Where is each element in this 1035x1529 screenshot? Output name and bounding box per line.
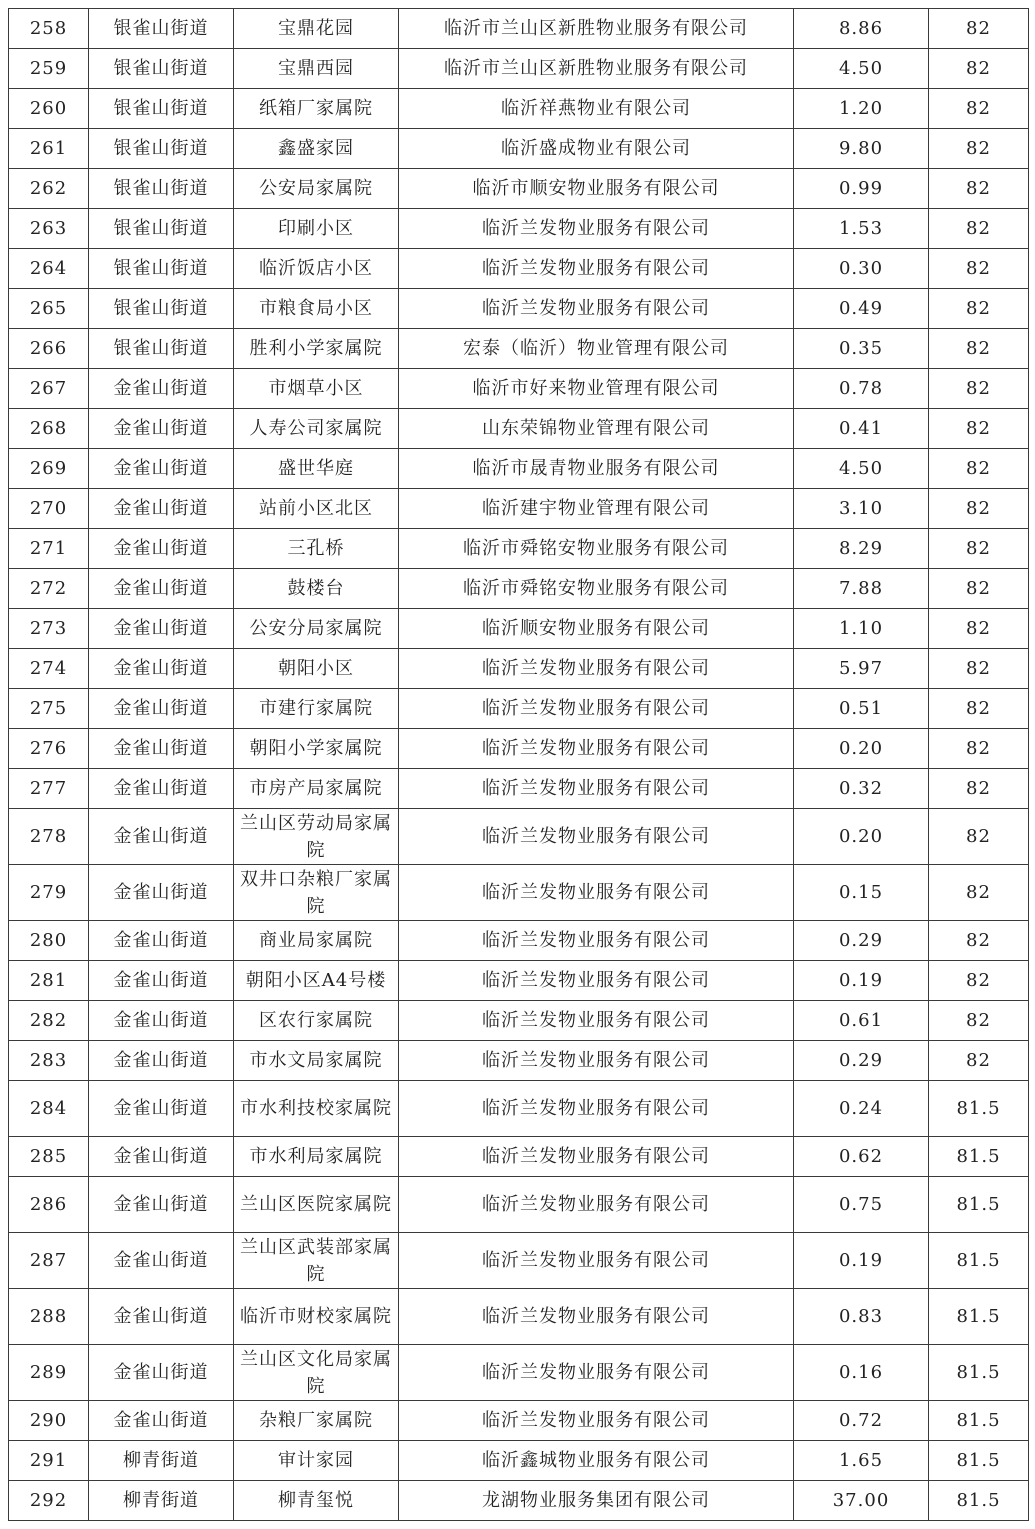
cell-community: 兰山区医院家属院	[234, 1177, 399, 1233]
cell-serial-number: 265	[9, 289, 89, 329]
table-row	[9, 865, 1029, 921]
cell-street: 金雀山街道	[89, 1001, 234, 1041]
cell-property-company: 临沂兰发物业服务有限公司	[399, 1177, 794, 1233]
table-row	[9, 649, 1029, 689]
cell-score: 82	[929, 729, 1029, 769]
cell-serial-number: 258	[9, 9, 89, 49]
cell-street: 金雀山街道	[89, 1081, 234, 1137]
cell-community: 三孔桥	[234, 529, 399, 569]
cell-area: 0.78	[794, 369, 929, 409]
cell-score: 82	[929, 209, 1029, 249]
cell-community: 市烟草小区	[234, 369, 399, 409]
cell-score: 82	[929, 489, 1029, 529]
cell-community: 兰山区劳动局家属院	[234, 809, 399, 865]
cell-score: 81.5	[929, 1177, 1029, 1233]
cell-score: 82	[929, 369, 1029, 409]
cell-street: 银雀山街道	[89, 289, 234, 329]
cell-score: 81.5	[929, 1081, 1029, 1137]
cell-serial-number: 283	[9, 1041, 89, 1081]
cell-score: 82	[929, 865, 1029, 921]
cell-area: 0.99	[794, 169, 929, 209]
cell-street: 银雀山街道	[89, 329, 234, 369]
cell-serial-number: 278	[9, 809, 89, 865]
cell-score: 82	[929, 329, 1029, 369]
cell-property-company: 临沂兰发物业服务有限公司	[399, 1401, 794, 1441]
cell-street: 银雀山街道	[89, 49, 234, 89]
cell-community: 审计家园	[234, 1441, 399, 1481]
cell-property-company: 临沂市晟青物业服务有限公司	[399, 449, 794, 489]
table-row	[9, 489, 1029, 529]
cell-street: 金雀山街道	[89, 409, 234, 449]
cell-area: 0.30	[794, 249, 929, 289]
cell-property-company: 临沂兰发物业服务有限公司	[399, 865, 794, 921]
cell-score: 82	[929, 1041, 1029, 1081]
table-row	[9, 449, 1029, 489]
cell-street: 银雀山街道	[89, 209, 234, 249]
cell-property-company: 临沂市顺安物业服务有限公司	[399, 169, 794, 209]
cell-community: 杂粮厂家属院	[234, 1401, 399, 1441]
cell-property-company: 龙湖物业服务集团有限公司	[399, 1481, 794, 1521]
table-row	[9, 369, 1029, 409]
cell-area: 0.49	[794, 289, 929, 329]
cell-score: 81.5	[929, 1441, 1029, 1481]
table-row	[9, 529, 1029, 569]
cell-area: 0.29	[794, 1041, 929, 1081]
cell-serial-number: 281	[9, 961, 89, 1001]
cell-community: 朝阳小区A4号楼	[234, 961, 399, 1001]
cell-street: 金雀山街道	[89, 529, 234, 569]
cell-community: 市房产局家属院	[234, 769, 399, 809]
table-row	[9, 1289, 1029, 1345]
cell-serial-number: 284	[9, 1081, 89, 1137]
table-row	[9, 129, 1029, 169]
cell-area: 8.29	[794, 529, 929, 569]
cell-score: 81.5	[929, 1345, 1029, 1401]
cell-community: 印刷小区	[234, 209, 399, 249]
cell-street: 金雀山街道	[89, 1345, 234, 1401]
cell-area: 1.20	[794, 89, 929, 129]
cell-property-company: 临沂建宇物业管理有限公司	[399, 489, 794, 529]
cell-property-company: 临沂市舜铭安物业服务有限公司	[399, 569, 794, 609]
cell-area: 8.86	[794, 9, 929, 49]
cell-area: 0.61	[794, 1001, 929, 1041]
table-row	[9, 1345, 1029, 1401]
cell-area: 4.50	[794, 49, 929, 89]
property-table	[8, 8, 1029, 1521]
cell-property-company: 临沂兰发物业服务有限公司	[399, 1345, 794, 1401]
cell-street: 金雀山街道	[89, 729, 234, 769]
table-row	[9, 409, 1029, 449]
cell-serial-number: 263	[9, 209, 89, 249]
cell-score: 81.5	[929, 1289, 1029, 1345]
cell-score: 82	[929, 769, 1029, 809]
cell-street: 金雀山街道	[89, 921, 234, 961]
cell-serial-number: 289	[9, 1345, 89, 1401]
table-row	[9, 169, 1029, 209]
cell-community: 鼓楼台	[234, 569, 399, 609]
cell-property-company: 临沂兰发物业服务有限公司	[399, 1233, 794, 1289]
cell-community: 兰山区武装部家属院	[234, 1233, 399, 1289]
cell-serial-number: 285	[9, 1137, 89, 1177]
cell-street: 金雀山街道	[89, 649, 234, 689]
cell-community: 市水利局家属院	[234, 1137, 399, 1177]
cell-serial-number: 259	[9, 49, 89, 89]
cell-serial-number: 266	[9, 329, 89, 369]
table-row	[9, 9, 1029, 49]
cell-street: 金雀山街道	[89, 369, 234, 409]
cell-community: 朝阳小区	[234, 649, 399, 689]
cell-community: 市水利技校家属院	[234, 1081, 399, 1137]
cell-community: 柳青玺悦	[234, 1481, 399, 1521]
cell-property-company: 临沂兰发物业服务有限公司	[399, 649, 794, 689]
cell-street: 金雀山街道	[89, 809, 234, 865]
cell-property-company: 临沂兰发物业服务有限公司	[399, 209, 794, 249]
cell-area: 0.62	[794, 1137, 929, 1177]
cell-area: 0.51	[794, 689, 929, 729]
cell-street: 金雀山街道	[89, 1137, 234, 1177]
table-row	[9, 209, 1029, 249]
cell-property-company: 临沂兰发物业服务有限公司	[399, 1001, 794, 1041]
cell-serial-number: 269	[9, 449, 89, 489]
cell-community: 临沂市财校家属院	[234, 1289, 399, 1345]
table-row	[9, 961, 1029, 1001]
cell-area: 0.41	[794, 409, 929, 449]
cell-community: 人寿公司家属院	[234, 409, 399, 449]
table-row	[9, 49, 1029, 89]
table-row	[9, 1481, 1029, 1521]
cell-score: 82	[929, 609, 1029, 649]
cell-serial-number: 267	[9, 369, 89, 409]
cell-area: 0.19	[794, 1233, 929, 1289]
cell-property-company: 临沂兰发物业服务有限公司	[399, 729, 794, 769]
cell-property-company: 临沂兰发物业服务有限公司	[399, 1137, 794, 1177]
table-row	[9, 689, 1029, 729]
cell-community: 站前小区北区	[234, 489, 399, 529]
cell-area: 1.65	[794, 1441, 929, 1481]
cell-street: 金雀山街道	[89, 1041, 234, 1081]
cell-street: 金雀山街道	[89, 1233, 234, 1289]
cell-area: 0.15	[794, 865, 929, 921]
cell-serial-number: 288	[9, 1289, 89, 1345]
cell-street: 金雀山街道	[89, 1289, 234, 1345]
cell-property-company: 山东荣锦物业管理有限公司	[399, 409, 794, 449]
cell-community: 市粮食局小区	[234, 289, 399, 329]
table-row	[9, 769, 1029, 809]
cell-street: 银雀山街道	[89, 129, 234, 169]
cell-street: 金雀山街道	[89, 961, 234, 1001]
cell-serial-number: 262	[9, 169, 89, 209]
cell-score: 82	[929, 809, 1029, 865]
cell-community: 公安分局家属院	[234, 609, 399, 649]
cell-property-company: 临沂兰发物业服务有限公司	[399, 921, 794, 961]
table-row	[9, 569, 1029, 609]
cell-area: 7.88	[794, 569, 929, 609]
cell-property-company: 临沂鑫城物业服务有限公司	[399, 1441, 794, 1481]
cell-community: 宝鼎花园	[234, 9, 399, 49]
cell-property-company: 临沂兰发物业服务有限公司	[399, 289, 794, 329]
cell-serial-number: 280	[9, 921, 89, 961]
cell-area: 0.83	[794, 1289, 929, 1345]
cell-area: 0.29	[794, 921, 929, 961]
cell-score: 82	[929, 961, 1029, 1001]
cell-serial-number: 270	[9, 489, 89, 529]
cell-community: 市建行家属院	[234, 689, 399, 729]
cell-street: 金雀山街道	[89, 569, 234, 609]
cell-area: 1.10	[794, 609, 929, 649]
cell-score: 81.5	[929, 1401, 1029, 1441]
cell-property-company: 临沂盛成物业有限公司	[399, 129, 794, 169]
cell-serial-number: 274	[9, 649, 89, 689]
cell-score: 82	[929, 1001, 1029, 1041]
cell-street: 银雀山街道	[89, 9, 234, 49]
cell-property-company: 临沂兰发物业服务有限公司	[399, 1289, 794, 1345]
cell-score: 82	[929, 689, 1029, 729]
cell-score: 81.5	[929, 1137, 1029, 1177]
cell-score: 82	[929, 449, 1029, 489]
cell-community: 鑫盛家园	[234, 129, 399, 169]
table-row	[9, 329, 1029, 369]
table-row	[9, 249, 1029, 289]
cell-street: 金雀山街道	[89, 1401, 234, 1441]
table-row	[9, 1041, 1029, 1081]
cell-street: 金雀山街道	[89, 865, 234, 921]
cell-score: 82	[929, 921, 1029, 961]
cell-serial-number: 279	[9, 865, 89, 921]
cell-property-company: 临沂兰发物业服务有限公司	[399, 809, 794, 865]
cell-property-company: 临沂市舜铭安物业服务有限公司	[399, 529, 794, 569]
table-row	[9, 89, 1029, 129]
cell-serial-number: 277	[9, 769, 89, 809]
cell-area: 0.32	[794, 769, 929, 809]
cell-property-company: 临沂兰发物业服务有限公司	[399, 1081, 794, 1137]
cell-community: 市水文局家属院	[234, 1041, 399, 1081]
cell-score: 82	[929, 9, 1029, 49]
cell-serial-number: 260	[9, 89, 89, 129]
cell-score: 82	[929, 49, 1029, 89]
table-row	[9, 921, 1029, 961]
cell-community: 公安局家属院	[234, 169, 399, 209]
cell-street: 金雀山街道	[89, 1177, 234, 1233]
cell-area: 0.20	[794, 729, 929, 769]
cell-street: 金雀山街道	[89, 609, 234, 649]
cell-score: 82	[929, 289, 1029, 329]
cell-area: 9.80	[794, 129, 929, 169]
table-row	[9, 809, 1029, 865]
cell-street: 金雀山街道	[89, 769, 234, 809]
cell-serial-number: 291	[9, 1441, 89, 1481]
cell-serial-number: 275	[9, 689, 89, 729]
cell-score: 82	[929, 169, 1029, 209]
cell-area: 0.20	[794, 809, 929, 865]
cell-area: 3.10	[794, 489, 929, 529]
cell-street: 银雀山街道	[89, 169, 234, 209]
cell-property-company: 临沂兰发物业服务有限公司	[399, 769, 794, 809]
cell-street: 柳青街道	[89, 1481, 234, 1521]
cell-property-company: 临沂市兰山区新胜物业服务有限公司	[399, 9, 794, 49]
table-row	[9, 1081, 1029, 1137]
cell-community: 双井口杂粮厂家属院	[234, 865, 399, 921]
cell-property-company: 临沂兰发物业服务有限公司	[399, 961, 794, 1001]
cell-community: 临沂饭店小区	[234, 249, 399, 289]
cell-property-company: 宏泰（临沂）物业管理有限公司	[399, 329, 794, 369]
cell-score: 82	[929, 249, 1029, 289]
cell-street: 银雀山街道	[89, 249, 234, 289]
cell-property-company: 临沂祥燕物业有限公司	[399, 89, 794, 129]
cell-serial-number: 287	[9, 1233, 89, 1289]
cell-street: 柳青街道	[89, 1441, 234, 1481]
cell-score: 82	[929, 529, 1029, 569]
table-row	[9, 1001, 1029, 1041]
cell-score: 82	[929, 649, 1029, 689]
cell-property-company: 临沂兰发物业服务有限公司	[399, 249, 794, 289]
cell-community: 朝阳小学家属院	[234, 729, 399, 769]
cell-community: 商业局家属院	[234, 921, 399, 961]
cell-community: 宝鼎西园	[234, 49, 399, 89]
cell-area: 0.75	[794, 1177, 929, 1233]
cell-serial-number: 268	[9, 409, 89, 449]
cell-property-company: 临沂市兰山区新胜物业服务有限公司	[399, 49, 794, 89]
cell-serial-number: 272	[9, 569, 89, 609]
cell-community: 盛世华庭	[234, 449, 399, 489]
cell-score: 81.5	[929, 1233, 1029, 1289]
cell-community: 区农行家属院	[234, 1001, 399, 1041]
cell-score: 82	[929, 569, 1029, 609]
cell-score: 82	[929, 129, 1029, 169]
cell-area: 0.24	[794, 1081, 929, 1137]
table-row	[9, 729, 1029, 769]
cell-area: 0.19	[794, 961, 929, 1001]
cell-street: 金雀山街道	[89, 449, 234, 489]
cell-serial-number: 286	[9, 1177, 89, 1233]
cell-property-company: 临沂兰发物业服务有限公司	[399, 1041, 794, 1081]
table-row	[9, 1177, 1029, 1233]
cell-area: 0.16	[794, 1345, 929, 1401]
cell-area: 1.53	[794, 209, 929, 249]
cell-score: 81.5	[929, 1481, 1029, 1521]
cell-area: 4.50	[794, 449, 929, 489]
cell-score: 82	[929, 89, 1029, 129]
cell-area: 5.97	[794, 649, 929, 689]
table-row	[9, 609, 1029, 649]
cell-serial-number: 261	[9, 129, 89, 169]
cell-community: 兰山区文化局家属院	[234, 1345, 399, 1401]
cell-serial-number: 292	[9, 1481, 89, 1521]
cell-area: 0.72	[794, 1401, 929, 1441]
cell-serial-number: 290	[9, 1401, 89, 1441]
cell-street: 金雀山街道	[89, 489, 234, 529]
table-row	[9, 1137, 1029, 1177]
cell-property-company: 临沂市好来物业管理有限公司	[399, 369, 794, 409]
cell-serial-number: 264	[9, 249, 89, 289]
cell-area: 37.00	[794, 1481, 929, 1521]
cell-serial-number: 271	[9, 529, 89, 569]
cell-serial-number: 276	[9, 729, 89, 769]
cell-serial-number: 282	[9, 1001, 89, 1041]
cell-property-company: 临沂兰发物业服务有限公司	[399, 689, 794, 729]
cell-property-company: 临沂顺安物业服务有限公司	[399, 609, 794, 649]
table-row	[9, 1233, 1029, 1289]
cell-community: 胜利小学家属院	[234, 329, 399, 369]
cell-area: 0.35	[794, 329, 929, 369]
cell-street: 银雀山街道	[89, 89, 234, 129]
table-row	[9, 1441, 1029, 1481]
table-row	[9, 289, 1029, 329]
table-row	[9, 1401, 1029, 1441]
table-body	[9, 9, 1029, 1521]
cell-street: 金雀山街道	[89, 689, 234, 729]
cell-serial-number: 273	[9, 609, 89, 649]
cell-community: 纸箱厂家属院	[234, 89, 399, 129]
cell-score: 82	[929, 409, 1029, 449]
